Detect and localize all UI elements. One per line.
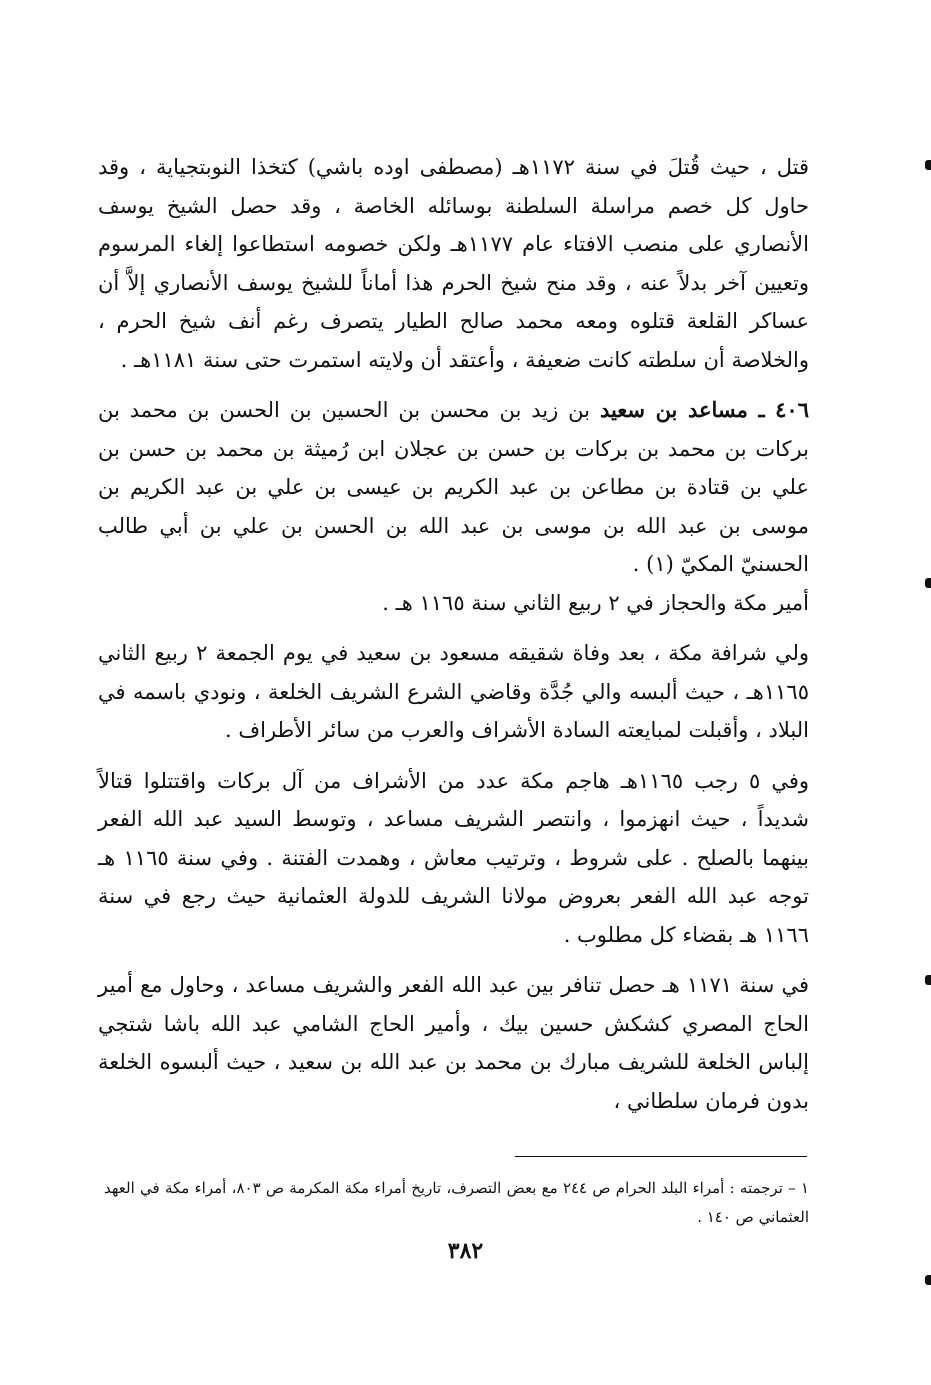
page-number: ٣٨٢ — [447, 1238, 484, 1264]
scan-edge-mark — [925, 160, 931, 170]
entry-lineage: بن زيد بن محسن بن الحسين بن الحسن بن محمد بن بركات بن محمد بن بركات بن حسن بن عجلان ابن رُميثة بن محمد بن حسن بن علي بن قتادة بن مطاعن بن عبد الكريم بن عيسى بن علي بن عبد الكريم بن موسى بن عبد الله بن موسى بن عبد الله بن الحسن بن علي بن أبي طالب الحسنيّ المكيّ — [98, 398, 809, 576]
entry-lineage-end: . — [632, 552, 647, 576]
scan-edge-mark — [925, 975, 931, 985]
paragraph-opening: قتل ، حيث قُتلَ في سنة ١١٧٢هـ (مصطفى اوده باشي) كتخذا النوبتجياية ، وقد حاول كل خصم مراسلة السلطنة بوسائله الخاصة ، وقد حصل الشيخ يوسف الأنصاري على منصب الافتاء عام ١١٧٧هـ ولكن خصومه استطاعوا إلغاء المرسوم وتعيين آخر بدلاً عنه ، وقد منح شيخ الحرم هذا أماناً للشيخ يوسف الأنصاري إلاَّ أن عساكر القلعة قتلوه ومعه محمد صالح الطيار يتصرف رغم أنف شيخ الحرم ، والخلاصة أن سلطته كانت ضعيفة ، وأعتقد أن ولايته استمرت حتى سنة ١١٨١هـ . — [98, 155, 809, 372]
entry-heading: ٤٠٦ ـ مساعد بن سعيد — [599, 397, 809, 422]
emir-line: أمير مكة والحجاز في ٢ ربيع الثاني سنة ١١٦٥ هـ . — [382, 590, 809, 615]
paragraph-accession: ولي شرافة مكة ، بعد وفاة شقيقه مسعود بن سعيد في يوم الجمعة ٢ ربيع الثاني ١١٦٥هـ ، حيث ألبسه والي جُدَّة وقاضي الشرع الشريف الخلعة ، ونودي باسمه في البلاد ، وأقبلت لمبايعته السادة الأشراف والعرب من سائر الأطراف . — [98, 641, 809, 742]
footnote-reference: (١) — [646, 552, 674, 576]
scan-edge-mark — [925, 578, 931, 588]
main-text — [98, 148, 809, 1120]
paragraph-dispute: في سنة ١١٧١ هـ حصل تنافر بين عبد الله الفعر والشريف مساعد ، وحاول مع أمير الحاج المصري كشكش حسين بيك ، وأمير الحاج الشامي عبد الله باشا شتجي إلباس الخلعة للشريف مبارك بن محمد بن عبد الله بن سعيد ، حيث ألبسوه الخلعة بدون فرمان سلطاني ، — [98, 973, 809, 1113]
footnote-divider — [515, 1156, 807, 1157]
footnote: ١ – ترجمته : أمراء البلد الحرام ص ٢٤٤ مع بعض التصرف، تاريخ أمراء مكة المكرمة ص ٨٠٣، أمراء مكة في العهد العثماني ص ١٤٠ . — [104, 1179, 809, 1226]
scan-edge-mark — [925, 1275, 931, 1285]
paragraph-conflict: وفي ٥ رجب ١١٦٥هـ هاجم مكة عدد من الأشراف من آل بركات واقتتلوا قتالاً شديداً ، حيث انهزموا ، وانتصر الشريف مساعد ، وتوسط السيد عبد الله الفعر بينهما بالصلح . على شروط ، وترتيب معاش ، وهمدت الفتنة . وفي سنة ١١٦٥ هـ توجه عبد الله الفعر بعروض مولانا الشريف للدولة العثمانية حيث رجع في سنة ١١٦٦ هـ بقضاء كل مطلوب . — [98, 768, 810, 947]
entry-paragraph — [98, 391, 809, 584]
